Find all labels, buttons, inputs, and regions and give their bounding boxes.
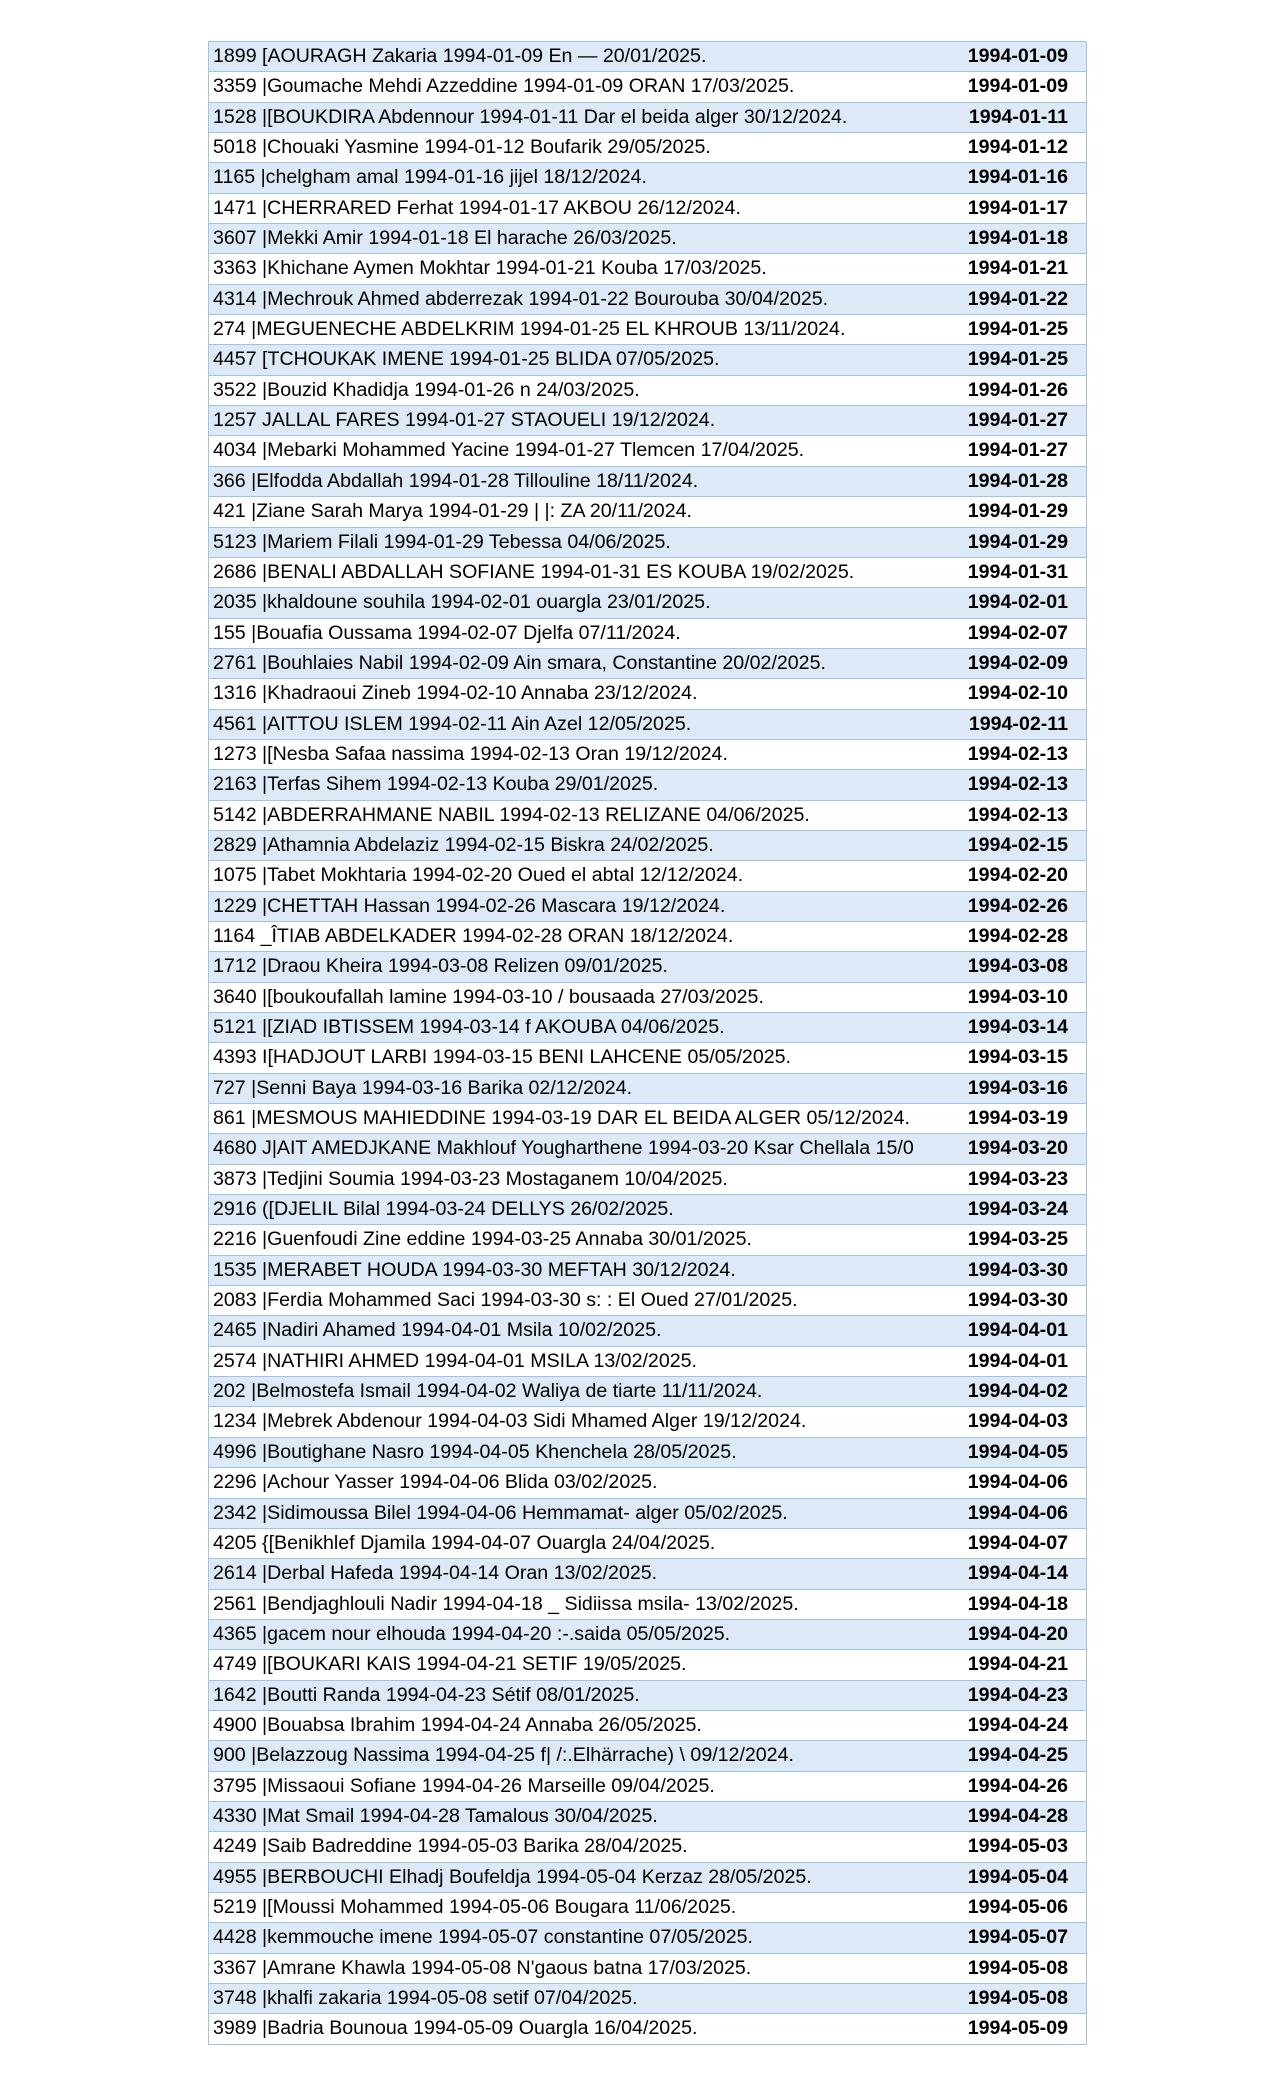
birth-date-cell: 1994-05-03	[967, 1835, 1068, 1858]
record-entry-cell: 1316 |Khadraoui Zineb 1994-02-10 Annaba 23/12/2024.	[213, 682, 698, 705]
record-entry-cell: 3748 |khalfi zakaria 1994-05-08 setif 07/04/2025.	[213, 1987, 638, 2009]
record-entry-cell: 2686 |BENALI ABDALLAH SOFIANE 1994-01-31 ES KOUBA 19/02/2025.	[213, 560, 855, 583]
birth-date-cell: 1994-04-02	[967, 1380, 1068, 1403]
record-entry-cell: 3795 |Missaoui Sofiane 1994-04-26 Marseille 09/04/2025.	[213, 1774, 715, 1797]
record-entry-cell: 5219 |[Moussi Mohammed 1994-05-06 Bougara 11/06/2025.	[213, 1895, 737, 1918]
birth-date-cell: 1994-03-19	[967, 1107, 1068, 1130]
birth-date-cell: 1994-04-25	[967, 1744, 1068, 1767]
table-row	[208, 1802, 1087, 1832]
table-row	[208, 224, 1087, 254]
record-entry-cell: 274 |MEGUENECHE ABDELKRIM 1994-01-25 EL KHROUB 13/11/2024.	[213, 318, 846, 341]
record-entry-cell: 2561 |Bendjaghlouli Nadir 1994-04-18 _ Sidiissa msila- 13/02/2025.	[213, 1592, 799, 1615]
record-entry-cell: 5018 |Chouaki Yasmine 1994-01-12 Boufarik 29/05/2025.	[213, 136, 711, 159]
birth-date-cell: 1994-01-25	[967, 348, 1068, 371]
record-entry-cell: 2216 |Guenfoudi Zine eddine 1994-03-25 Annaba 30/01/2025.	[213, 1228, 752, 1251]
table-row	[208, 1468, 1087, 1498]
record-entry-cell: 3989 |Badria Bounoua 1994-05-09 Ouargla 16/04/2025.	[213, 2017, 698, 2040]
table-row	[208, 1772, 1087, 1802]
record-entry-cell: 4900 |Bouabsa Ibrahim 1994-04-24 Annaba 26/05/2025.	[213, 1713, 702, 1736]
record-entry-cell: 3359 |Goumache Mehdi Azzeddine 1994-01-09 ORAN 17/03/2025.	[213, 75, 795, 98]
birth-date-cell: 1994-01-11	[968, 105, 1068, 128]
record-entry-cell: 3367 |Amrane Khawla 1994-05-08 N'gaous batna 17/03/2025.	[213, 1956, 752, 1979]
record-entry-cell: 4680 J|AIT AMEDJKANE Makhlouf Yougharthene 1994-03-20 Ksar Chellala 15/0	[213, 1137, 914, 1160]
birth-date-cell: 1994-01-31	[967, 560, 1068, 583]
birth-date-cell: 1994-05-09	[967, 2017, 1068, 2040]
birth-date-cell: 1994-01-18	[967, 227, 1068, 250]
table-row	[208, 1347, 1087, 1377]
table-row	[208, 194, 1087, 224]
birth-date-cell: 1994-01-27	[967, 409, 1068, 432]
record-entry-cell: 727 |Senni Baya 1994-03-16 Barika 02/12/2024.	[213, 1076, 633, 1099]
birth-date-cell: 1994-05-08	[967, 1987, 1068, 2009]
birth-date-cell: 1994-02-28	[967, 924, 1068, 947]
birth-date-cell: 1994-05-06	[967, 1895, 1068, 1918]
table-row	[208, 1438, 1087, 1468]
record-entry-cell: 3522 |Bouzid Khadidja 1994-01-26 n 24/03/2025.	[213, 378, 640, 401]
record-entry-cell: 3640 |[boukoufallah lamine 1994-03-10 / bousaada 27/03/2025.	[213, 985, 764, 1008]
table-row	[208, 103, 1087, 133]
record-entry-cell: 2035 |khaldoune souhila 1994-02-01 ouargla 23/01/2025.	[213, 591, 711, 614]
table-row	[208, 1741, 1087, 1771]
table-row	[208, 740, 1087, 770]
table-row	[208, 1165, 1087, 1195]
record-entry-cell: 5121 |[ZIAD IBTISSEM 1994-03-14 f AKOUBA 04/06/2025.	[213, 1016, 725, 1038]
birth-date-cell: 1994-03-30	[967, 1258, 1068, 1281]
table-row	[208, 1923, 1087, 1953]
table-row	[208, 1013, 1087, 1043]
record-entry-cell: 4561 |AITTOU ISLEM 1994-02-11 Ain Azel 12/05/2025.	[213, 712, 692, 735]
birth-date-cell: 1994-03-15	[967, 1046, 1068, 1069]
table-row	[208, 1954, 1087, 1984]
table-row	[208, 42, 1087, 72]
table-row	[208, 285, 1087, 315]
record-entry-cell: 3607 |Mekki Amir 1994-01-18 El harache 26/03/2025.	[213, 227, 677, 250]
birth-date-cell: 1994-01-16	[967, 166, 1068, 189]
birth-date-cell: 1994-01-22	[967, 287, 1068, 310]
table-row	[208, 558, 1087, 588]
record-entry-cell: 4249 |Saib Badreddine 1994-05-03 Barika 28/04/2025.	[213, 1835, 688, 1858]
record-entry-cell: 1229 |CHETTAH Hassan 1994-02-26 Mascara 19/12/2024.	[213, 894, 726, 917]
table-row	[208, 2014, 1087, 2044]
record-entry-cell: 2083 |Ferdia Mohammed Saci 1994-03-30 s: : El Oued 27/01/2025.	[213, 1289, 798, 1312]
record-entry-cell: 2342 |Sidimoussa Bilel 1994-04-06 Hemmamat- alger 05/02/2025.	[213, 1501, 788, 1524]
table-row	[208, 770, 1087, 800]
birth-date-cell: 1994-01-26	[967, 378, 1068, 401]
record-entry-cell: 1899 [AOURAGH Zakaria 1994-01-09 En — 20/01/2025.	[213, 45, 707, 67]
table-row	[208, 1984, 1087, 2014]
table-row	[208, 1043, 1087, 1073]
birth-date-cell: 1994-03-08	[967, 955, 1068, 978]
birth-date-cell: 1994-02-13	[967, 803, 1068, 826]
table-row	[208, 406, 1087, 436]
birth-date-cell: 1994-04-07	[967, 1531, 1068, 1554]
table-row	[208, 467, 1087, 497]
table-row	[208, 619, 1087, 649]
record-entry-cell: 1535 |MERABET HOUDA 1994-03-30 MEFTAH 30/12/2024.	[213, 1258, 736, 1281]
record-entry-cell: 2761 |Bouhlaies Nabil 1994-02-09 Ain smara, Constantine 20/02/2025.	[213, 651, 826, 674]
table-row	[208, 861, 1087, 891]
record-entry-cell: 4955 |BERBOUCHI Elhadj Boufeldja 1994-05-04 Kerzaz 28/05/2025.	[213, 1865, 812, 1888]
birth-date-cell: 1994-04-28	[967, 1804, 1068, 1827]
birth-date-cell: 1994-04-24	[967, 1713, 1068, 1736]
table-row	[208, 254, 1087, 284]
table-row	[208, 1620, 1087, 1650]
birth-date-cell: 1994-02-11	[968, 712, 1068, 735]
birth-date-cell: 1994-03-10	[967, 985, 1068, 1008]
record-entry-cell: 3363 |Khichane Aymen Mokhtar 1994-01-21 Kouba 17/03/2025.	[213, 257, 767, 280]
table-row	[208, 831, 1087, 861]
table-row	[208, 1407, 1087, 1437]
record-entry-cell: 1273 |[Nesba Safaa nassima 1994-02-13 Oran 19/12/2024.	[213, 742, 728, 765]
birth-date-cell: 1994-04-18	[967, 1592, 1068, 1615]
record-entry-cell: 2614 |Derbal Hafeda 1994-04-14 Oran 13/02/2025.	[213, 1562, 658, 1585]
birth-date-cell: 1994-01-25	[967, 318, 1068, 341]
record-entry-cell: 4205 {[Benikhlef Djamila 1994-04-07 Ouargla 24/04/2025.	[213, 1531, 716, 1554]
birth-date-cell: 1994-04-03	[967, 1410, 1068, 1433]
birth-date-cell: 1994-04-20	[967, 1622, 1068, 1645]
table-row	[208, 72, 1087, 102]
birth-date-cell: 1994-02-09	[967, 651, 1068, 674]
table-row	[208, 1650, 1087, 1680]
birth-date-cell: 1994-01-09	[967, 75, 1068, 98]
birth-date-cell: 1994-02-10	[967, 682, 1068, 705]
birth-date-cell: 1994-01-29	[967, 530, 1068, 553]
record-entry-cell: 155 |Bouafia Oussama 1994-02-07 Djelfa 07/11/2024.	[213, 621, 681, 644]
birth-date-cell: 1994-02-26	[967, 894, 1068, 917]
table-row	[208, 133, 1087, 163]
table-row	[208, 1681, 1087, 1711]
table-row	[208, 1590, 1087, 1620]
record-entry-cell: 1164 _ÎTIAB ABDELKADER 1994-02-28 ORAN 18/12/2024.	[213, 924, 734, 947]
record-entry-cell: 4330 |Mat Smail 1994-04-28 Tamalous 30/04/2025.	[213, 1804, 658, 1827]
table-row	[208, 1316, 1087, 1346]
record-entry-cell: 1234 |Mebrek Abdenour 1994-04-03 Sidi Mhamed Alger 19/12/2024.	[213, 1410, 807, 1433]
birth-date-cell: 1994-05-08	[967, 1956, 1068, 1979]
birth-date-cell: 1994-01-17	[967, 196, 1068, 219]
table-row	[208, 436, 1087, 466]
birth-date-cell: 1994-04-05	[967, 1440, 1068, 1463]
birth-date-cell: 1994-04-01	[967, 1349, 1068, 1372]
record-entry-cell: 1642 |Boutti Randa 1994-04-23 Sétif 08/01/2025.	[213, 1683, 640, 1706]
birth-date-cell: 1994-02-07	[967, 621, 1068, 644]
table-row	[208, 922, 1087, 952]
table-row	[208, 1863, 1087, 1893]
table-row	[208, 1559, 1087, 1589]
record-entry-cell: 4996 |Boutighane Nasro 1994-04-05 Khenchela 28/05/2025.	[213, 1440, 737, 1463]
birth-date-cell: 1994-01-27	[967, 439, 1068, 462]
record-entry-cell: 5142 |ABDERRAHMANE NABIL 1994-02-13 RELIZANE 04/06/2025.	[213, 803, 810, 826]
birth-date-cell: 1994-01-12	[967, 136, 1068, 159]
table-row	[208, 588, 1087, 618]
table-row	[208, 1499, 1087, 1529]
table-row	[208, 528, 1087, 558]
record-entry-cell: 1471 |CHERRARED Ferhat 1994-01-17 AKBOU 26/12/2024.	[213, 196, 741, 219]
record-entry-cell: 4393 I[HADJOUT LARBI 1994-03-15 BENI LAHCENE 05/05/2025.	[213, 1046, 791, 1069]
table-row	[208, 1529, 1087, 1559]
record-entry-cell: 2465 |Nadiri Ahamed 1994-04-01 Msila 10/02/2025.	[213, 1319, 662, 1342]
table-row	[208, 376, 1087, 406]
record-entry-cell: 366 |Elfodda Abdallah 1994-01-28 Tillouline 18/11/2024.	[213, 469, 699, 492]
record-entry-cell: 202 |Belmostefa Ismail 1994-04-02 Waliya de tiarte 11/11/2024.	[213, 1380, 763, 1403]
record-entry-cell: 2916 ([DJELIL Bilal 1994-03-24 DELLYS 26/02/2025.	[213, 1198, 674, 1221]
record-entry-cell: 1165 |chelgham amal 1994-01-16 jijel 18/12/2024.	[213, 166, 647, 189]
record-entry-cell: 900 |Belazzoug Nassima 1994-04-25 f| /:.Elhärrache) \ 09/12/2024.	[213, 1744, 794, 1767]
birth-date-cell: 1994-02-13	[967, 773, 1068, 796]
record-entry-cell: 4749 |[BOUKARI KAIS 1994-04-21 SETIF 19/05/2025.	[213, 1653, 687, 1676]
record-entry-cell: 1257 JALLAL FARES 1994-01-27 STAOUELI 19/12/2024.	[213, 409, 716, 432]
table-row	[208, 1832, 1087, 1862]
birth-date-cell: 1994-03-20	[967, 1137, 1068, 1160]
table-row	[208, 1225, 1087, 1255]
birth-date-cell: 1994-04-06	[967, 1471, 1068, 1494]
birth-date-cell: 1994-03-16	[967, 1076, 1068, 1099]
birth-date-cell: 1994-03-24	[967, 1198, 1068, 1221]
table-row	[208, 1893, 1087, 1923]
table-row	[208, 1256, 1087, 1286]
birth-date-cell: 1994-01-29	[967, 500, 1068, 523]
birth-date-cell: 1994-04-26	[967, 1774, 1068, 1797]
table-row	[208, 892, 1087, 922]
birth-date-cell: 1994-01-28	[967, 469, 1068, 492]
record-entry-cell: 5123 |Mariem Filali 1994-01-29 Tebessa 04/06/2025.	[213, 530, 671, 553]
birth-date-cell: 1994-04-01	[967, 1319, 1068, 1342]
birth-date-cell: 1994-05-07	[967, 1926, 1068, 1949]
table-row	[208, 1134, 1087, 1164]
table-row	[208, 1195, 1087, 1225]
table-row	[208, 1286, 1087, 1316]
birth-date-cell: 1994-05-04	[967, 1865, 1068, 1888]
birth-date-cell: 1994-02-20	[967, 864, 1068, 887]
table-row	[208, 983, 1087, 1013]
birth-date-cell: 1994-02-15	[967, 833, 1068, 856]
record-entry-cell: 3873 |Tedjini Soumia 1994-03-23 Mostaganem 10/04/2025.	[213, 1167, 728, 1190]
record-entry-cell: 4314 |Mechrouk Ahmed abderrezak 1994-01-22 Bourouba 30/04/2025.	[213, 287, 829, 310]
table-row	[208, 801, 1087, 831]
record-entry-cell: 4034 |Mebarki Mohammed Yacine 1994-01-27 Tlemcen 17/04/2025.	[213, 439, 805, 462]
table-row	[208, 1074, 1087, 1104]
birth-date-cell: 1994-03-14	[967, 1016, 1068, 1038]
record-entry-cell: 4428 |kemmouche imene 1994-05-07 constantine 07/05/2025.	[213, 1926, 753, 1949]
table-row	[208, 710, 1087, 740]
table-row	[208, 679, 1087, 709]
record-entry-cell: 4457 [TCHOUKAK IMENE 1994-01-25 BLIDA 07/05/2025.	[213, 348, 720, 371]
table-row	[208, 345, 1087, 375]
table-row	[208, 1711, 1087, 1741]
record-entry-cell: 1075 |Tabet Mokhtaria 1994-02-20 Oued el abtal 12/12/2024.	[213, 864, 744, 887]
birth-date-cell: 1994-03-23	[967, 1167, 1068, 1190]
record-entry-cell: 421 |Ziane Sarah Marya 1994-01-29 | |: ZA 20/11/2024.	[213, 500, 692, 523]
table-row	[208, 1104, 1087, 1134]
birth-date-cell: 1994-03-25	[967, 1228, 1068, 1251]
record-entry-cell: 1528 |[BOUKDIRA Abdennour 1994-01-11 Dar el beida alger 30/12/2024.	[213, 105, 848, 128]
record-entry-cell: 1712 |Draou Kheira 1994-03-08 Relizen 09/01/2025.	[213, 955, 668, 978]
record-entry-cell: 2296 |Achour Yasser 1994-04-06 Blida 03/02/2025.	[213, 1471, 658, 1494]
records-table	[208, 41, 1087, 2045]
table-row	[208, 163, 1087, 193]
table-row	[208, 497, 1087, 527]
table-row	[208, 1377, 1087, 1407]
table-row	[208, 315, 1087, 345]
birth-date-cell: 1994-02-01	[967, 591, 1068, 614]
record-entry-cell: 2829 |Athamnia Abdelaziz 1994-02-15 Biskra 24/02/2025.	[213, 833, 714, 856]
birth-date-cell: 1994-04-06	[967, 1501, 1068, 1524]
birth-date-cell: 1994-03-30	[967, 1289, 1068, 1312]
birth-date-cell: 1994-04-23	[967, 1683, 1068, 1706]
table-row	[208, 649, 1087, 679]
birth-date-cell: 1994-01-21	[967, 257, 1068, 280]
record-entry-cell: 2163 |Terfas Sihem 1994-02-13 Kouba 29/01/2025.	[213, 773, 659, 796]
birth-date-cell: 1994-02-13	[967, 742, 1068, 765]
record-entry-cell: 4365 |gacem nour elhouda 1994-04-20 :-.saida 05/05/2025.	[213, 1622, 731, 1645]
birth-date-cell: 1994-04-21	[967, 1653, 1068, 1676]
birth-date-cell: 1994-04-14	[967, 1562, 1068, 1585]
record-entry-cell: 2574 |NATHIRI AHMED 1994-04-01 MSILA 13/02/2025.	[213, 1349, 697, 1372]
record-entry-cell: 861 |MESMOUS MAHIEDDINE 1994-03-19 DAR EL BEIDA ALGER 05/12/2024.	[213, 1107, 910, 1130]
table-row	[208, 952, 1087, 982]
birth-date-cell: 1994-01-09	[967, 45, 1068, 67]
